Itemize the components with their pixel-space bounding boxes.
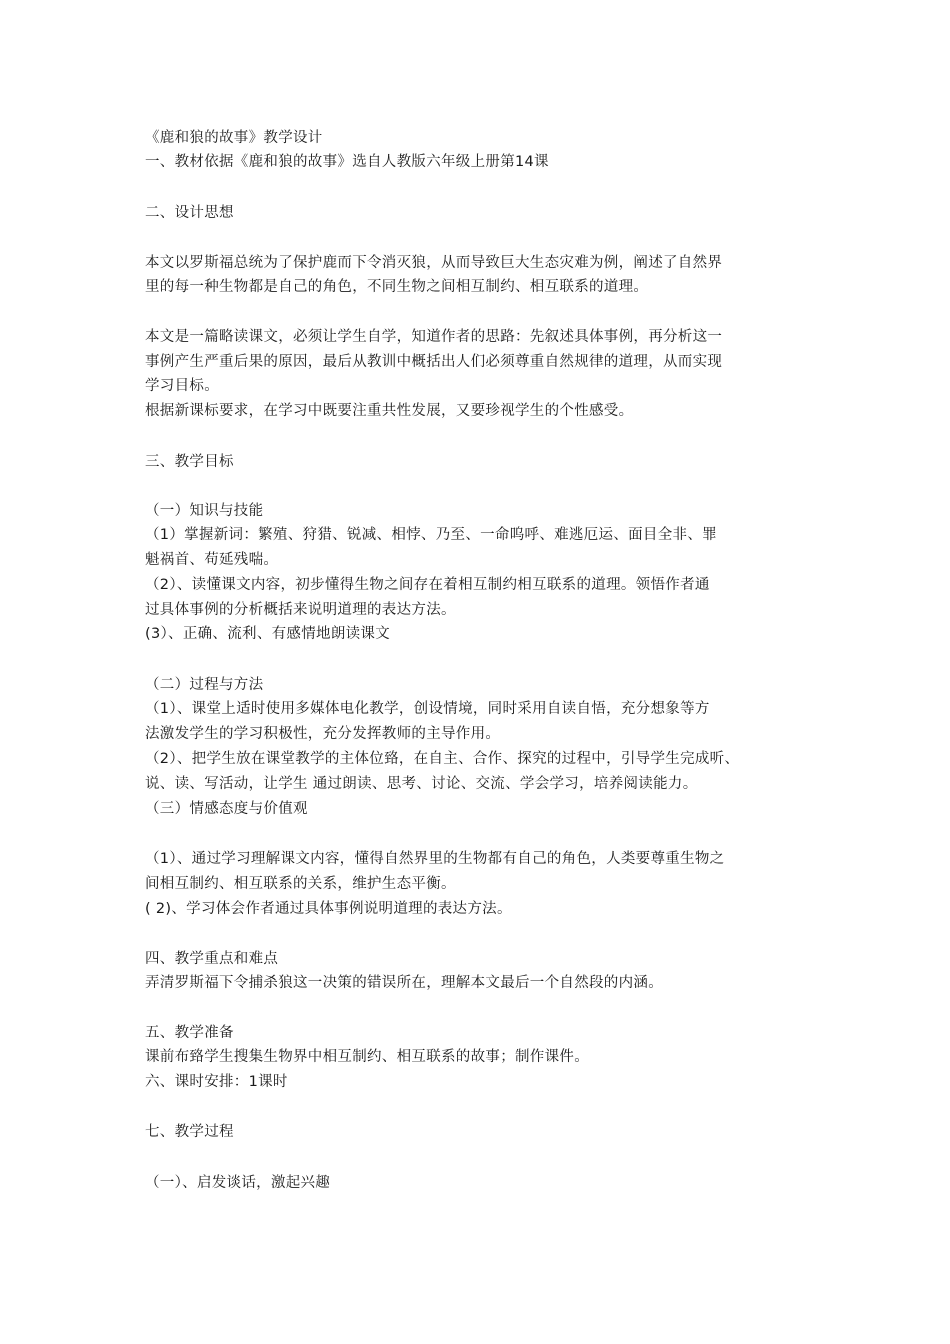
section-3-heading: 三、教学目标 — [145, 454, 234, 470]
paragraph-line: 本文是一篇略读课文，必须让学生自学，知道作者的思路：先叙述具体事例，再分析这一 — [145, 329, 723, 345]
document-title: 《鹿和狼的故事》教学设计 — [145, 130, 323, 146]
goal-3-heading: （三）情感态度与价值观 — [145, 801, 308, 817]
section-5-body: 课前布臵学生搜集生物界中相互制约、相互联系的故事；制作课件。 — [145, 1049, 589, 1065]
goal-item-line: 过具体事例的分析概括来说明道理的表达方法。 — [145, 602, 456, 618]
paragraph-line: 事例产生严重后果的原因，最后从教训中概括出人们必须尊重自然规律的道理，从而实现 — [145, 354, 723, 370]
goal-item-line: 魁祸首、苟延残喘。 — [145, 552, 279, 568]
section-1-basis: 一、教材依据《鹿和狼的故事》选自人教版六年级上册第14课 — [145, 154, 549, 170]
paragraph-line: 本文以罗斯福总统为了保护鹿而下令消灭狼，从而导致巨大生态灾难为例，阐述了自然界 — [145, 255, 723, 271]
goal-2-heading: （二）过程与方法 — [145, 677, 264, 693]
process-step-heading: （一）、启发谈话，激起兴趣 — [145, 1175, 331, 1191]
goal-item-line: （2）、读懂课文内容，初步懂得生物之间存在着相互制约相互联系的道理。领悟作者通 — [145, 577, 710, 593]
goal-1-heading: （一）知识与技能 — [145, 503, 264, 519]
paragraph-line: 学习目标。 — [145, 378, 219, 394]
goal-item-line: ( 2)、学习体会作者通过具体事例说明道理的表达方法。 — [145, 901, 512, 917]
goal-item-line: （1）、课堂上适时使用多媒体电化教学，创设情境，同时采用自读自悟，充分想象等方 — [145, 701, 710, 717]
paragraph-line: 根据新课标要求，在学习中既要注重共性发展，又要珍视学生的个性感受。 — [145, 403, 634, 419]
goal-item-line: （1）掌握新词：繁殖、狩猎、锐减、相悖、乃至、一命呜呼、难逃厄运、面目全非、罪 — [145, 527, 717, 543]
section-2-heading: 二、设计思想 — [145, 205, 234, 221]
goal-item-line: 间相互制约、相互联系的关系，维护生态平衡。 — [145, 876, 456, 892]
section-7-heading: 七、教学过程 — [145, 1124, 234, 1140]
section-4-body: 弄清罗斯福下令捕杀狼这一决策的错误所在，理解本文最后一个自然段的内涵。 — [145, 975, 663, 991]
goal-item-line: (3）、正确、流利、有感情地朗读课文 — [145, 626, 391, 642]
goal-item-line: 说、读、写活动，让学生 通过朗读、思考、讨论、交流、学会学习，培养阅读能力。 — [145, 776, 698, 792]
section-4-heading: 四、教学重点和难点 — [145, 951, 279, 967]
section-5-heading: 五、教学准备 — [145, 1025, 234, 1041]
goal-item-line: 法激发学生的学习积极性，充分发挥教师的主导作用。 — [145, 726, 501, 742]
section-6-schedule: 六、课时安排：1课时 — [145, 1074, 288, 1090]
goal-item-line: （2）、把学生放在课堂教学的主体位臵，在自主、合作、探究的过程中，引导学生完成听、 — [145, 751, 740, 767]
paragraph-line: 里的每一种生物都是自己的角色，不同生物之间相互制约、相互联系的道理。 — [145, 279, 649, 295]
goal-item-line: （1）、通过学习理解课文内容，懂得自然界里的生物都有自己的角色，人类要尊重生物之 — [145, 851, 725, 867]
